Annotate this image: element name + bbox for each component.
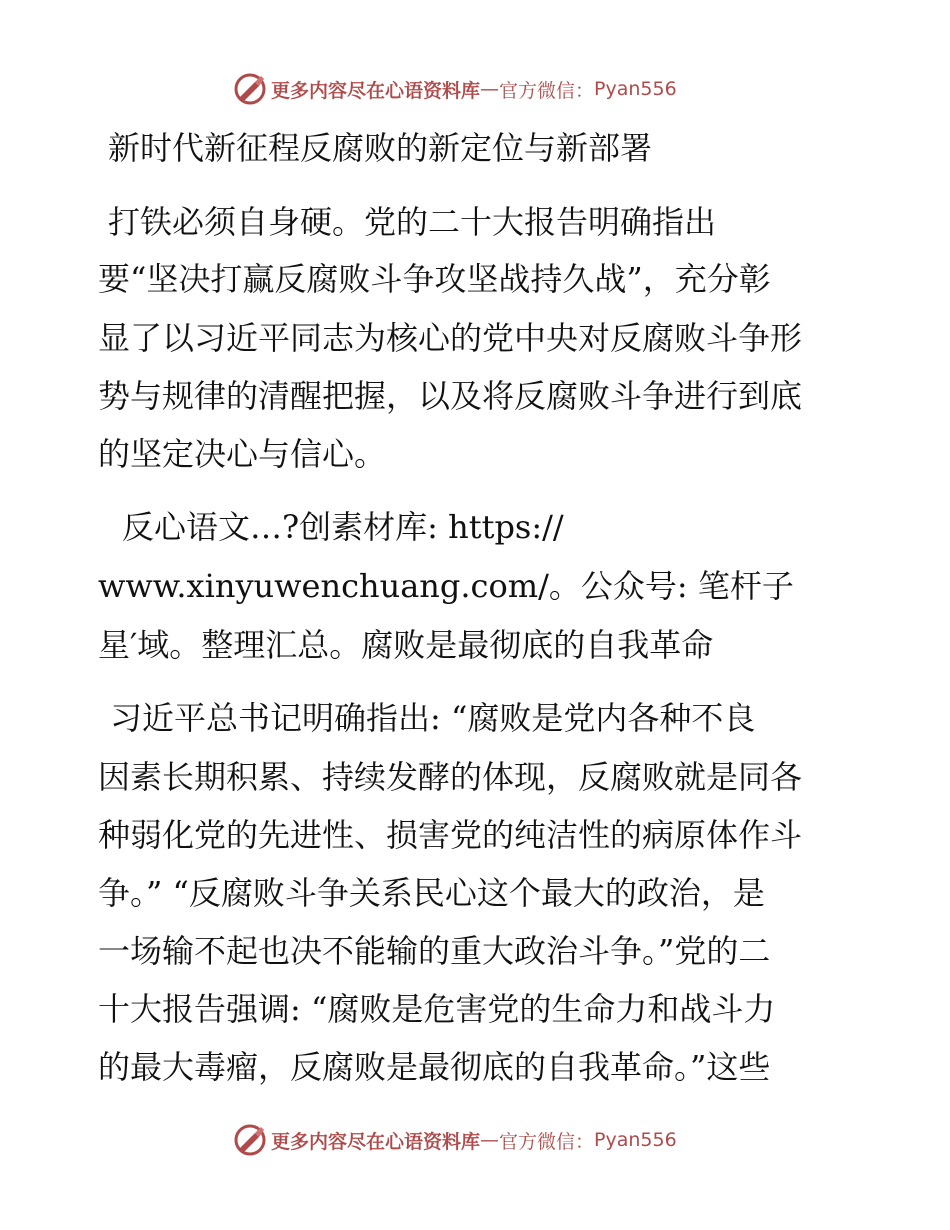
watermark-wechat-label: 官方微信： <box>499 79 595 102</box>
watermark-main-text: 更多内容尽在心语资料库 <box>271 79 481 102</box>
document-title: 新时代新征程反腐败的新定位与新部署 <box>108 129 653 167</box>
watermark-main-text: 更多内容尽在心语资料库 <box>271 1130 481 1153</box>
watermark-separator: — <box>480 78 500 100</box>
para3-line-4: 争。” “反腐败斗争关系民心这个最大的政治，是 <box>98 874 765 912</box>
para2-line-1: 反心语文…?创素材库: https:// <box>122 508 564 546</box>
pen-logo-icon <box>233 1123 267 1157</box>
header-watermark <box>233 72 677 106</box>
watermark-wechat-label: 官方微信： <box>499 1130 595 1153</box>
para3-line-3: 种弱化党的先进性、损害党的纯洁性的病原体作斗 <box>98 816 803 854</box>
para3-line-5: 一场输不起也决不能输的重大政治斗争。”党的二 <box>98 932 771 970</box>
para1-line-2: 要“坚决打赢反腐败斗争攻坚战持久战”，充分彰 <box>98 260 771 298</box>
footer-watermark <box>233 1123 677 1157</box>
para1-line-5: 的坚定决心与信心。 <box>98 435 387 473</box>
para1-line-1: 打铁必须自身硬。党的二十大报告明确指出 <box>108 203 717 241</box>
watermark-wechat-id: Pyan556 <box>594 1129 677 1151</box>
para3-line-1: 习近平总书记明确指出: “腐败是党内各种不良 <box>110 699 756 737</box>
para2-line-2: www.xinyuwenchuang.com/。公众号: 笔杆子 <box>98 567 794 605</box>
watermark-wechat-id: Pyan556 <box>594 78 677 100</box>
watermark-separator: — <box>480 1129 500 1151</box>
para3-line-6: 十大报告强调: “腐败是危害党的生命力和战斗力 <box>98 990 776 1028</box>
pen-logo-icon <box>233 72 267 106</box>
para2-line-3: 星′域。整理汇总。腐败是最彻底的自我革命 <box>98 626 714 664</box>
para3-line-2: 因素长期积累、持续发酵的体现，反腐败就是同各 <box>98 758 803 796</box>
para1-line-3: 显了以习近平同志为核心的党中央对反腐败斗争形 <box>98 319 803 357</box>
para1-line-4: 势与规律的清醒把握，以及将反腐败斗争进行到底 <box>98 377 803 415</box>
para3-line-7: 的最大毒瘤，反腐败是最彻底的自我革命。”这些 <box>98 1048 771 1086</box>
